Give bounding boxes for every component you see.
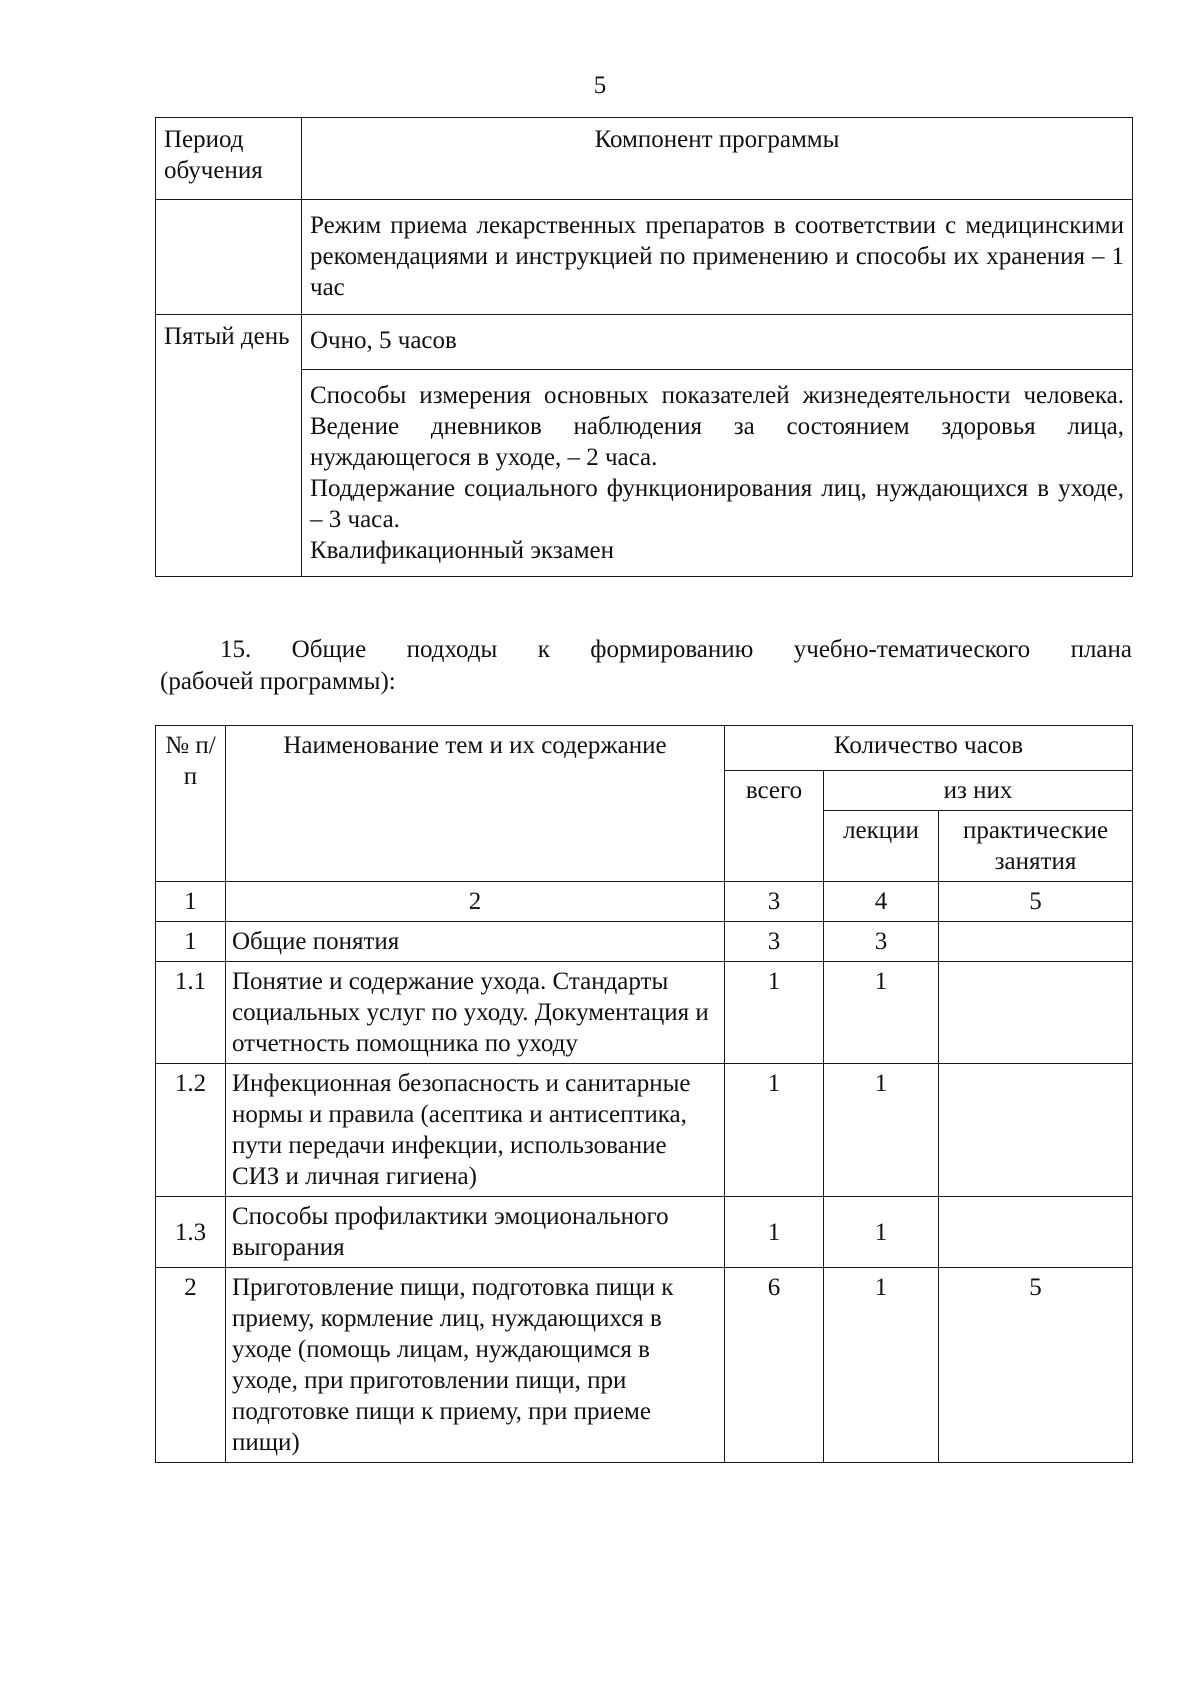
section-15-line1: 15. Общие подходы к формированию учебно-тематического плана [220, 636, 1132, 663]
header-num: № п/п [156, 726, 226, 882]
row-num: 1 [156, 922, 226, 962]
row-total: 3 [725, 922, 824, 962]
row-num: 1.2 [156, 1064, 226, 1197]
header-hours: Количество часов [725, 726, 1133, 771]
curriculum-table [155, 725, 1133, 1463]
table-row [156, 1064, 1133, 1197]
period-cell [156, 200, 302, 315]
row-practice [939, 1197, 1133, 1268]
row-lectures: 1 [824, 1064, 939, 1197]
col-number: 5 [939, 882, 1133, 922]
section-15-paragraph [160, 634, 1132, 698]
column-number-row [156, 882, 1133, 922]
row-num: 2 [156, 1268, 226, 1463]
row-topic: Общие понятия [226, 922, 725, 962]
table-row [156, 1268, 1133, 1463]
row-total: 6 [725, 1268, 824, 1463]
row-num: 1.3 [156, 1197, 226, 1268]
row-practice [939, 1064, 1133, 1197]
row-lectures: 1 [824, 962, 939, 1064]
row-lectures: 1 [824, 1268, 939, 1463]
row-practice [939, 922, 1133, 962]
header-practice: практические занятия [939, 811, 1133, 882]
header-period: Период обучения [156, 118, 302, 200]
component-line: Способы измерения основных показателей жизнедеятельности человека. Ведение дневников наблюдения за состоянием здоровья лица, нуждающегося в уходе, – 2 часа. [310, 382, 1124, 471]
table-row [156, 962, 1133, 1064]
row-topic: Понятие и содержание ухода. Стандарты социальных услуг по уходу. Документация и отчетность помощника по уходу [226, 962, 725, 1064]
component-line: Поддержание социального функционирования лиц, нуждающихся в уходе, – 3 часа. [310, 475, 1124, 533]
row-num: 1.1 [156, 962, 226, 1064]
row-total: 1 [725, 962, 824, 1064]
period-cell-day5: Пятый день [156, 315, 302, 577]
table-header-row [156, 726, 1133, 771]
row-lectures: 3 [824, 922, 939, 962]
header-name: Наименование тем и их содержание [226, 726, 725, 882]
row-total: 1 [725, 1197, 824, 1268]
component-cell: Режим приема лекарственных препаратов в соответствии с медицинскими рекомендациями и инструкцией по применению и способы их хранения – 1 час [302, 200, 1133, 315]
section-15-line2: (рабочей программы): [160, 668, 396, 695]
table-row [156, 922, 1133, 962]
col-number: 2 [226, 882, 725, 922]
row-topic: Приготовление пищи, подготовка пищи к приему, кормление лиц, нуждающихся в уходе (помощь лицам, нуждающимся в уходе, при приготовлении пищи, при подготовке пищи к приему, при приеме пищи) [226, 1268, 725, 1463]
table-row [156, 315, 1133, 370]
row-total: 1 [725, 1064, 824, 1197]
component-line: Квалификационный экзамен [310, 537, 615, 564]
row-lectures: 1 [824, 1197, 939, 1268]
table-header-row [156, 118, 1133, 200]
header-total: всего [725, 771, 824, 882]
col-number: 1 [156, 882, 226, 922]
page-number: 5 [593, 72, 607, 99]
col-number: 3 [725, 882, 824, 922]
table-row [156, 200, 1133, 315]
program-schedule-table [155, 117, 1133, 577]
format-cell: Очно, 5 часов [302, 315, 1133, 370]
row-practice: 5 [939, 1268, 1133, 1463]
table-row [156, 370, 1133, 577]
header-of-them: из них [824, 771, 1133, 811]
table-row [156, 1197, 1133, 1268]
header-component: Компонент программы [302, 118, 1133, 200]
row-practice [939, 962, 1133, 1064]
component-cell-day5 [302, 370, 1133, 577]
row-topic: Способы профилактики эмоционального выгорания [226, 1197, 725, 1268]
col-number: 4 [824, 882, 939, 922]
row-topic: Инфекционная безопасность и санитарные нормы и правила (асептика и антисептика, пути передачи инфекции, использование СИЗ и личная гигиена) [226, 1064, 725, 1197]
header-lectures: лекции [824, 811, 939, 882]
